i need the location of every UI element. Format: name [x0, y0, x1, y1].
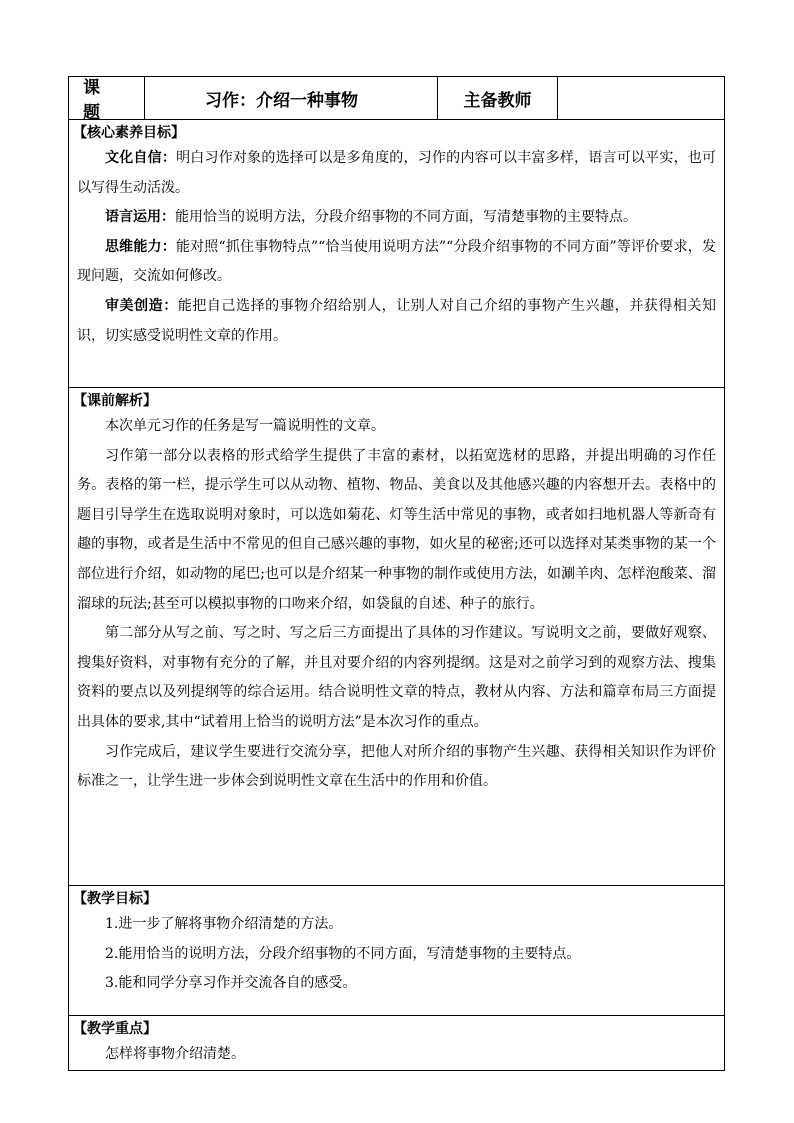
lesson-plan-table — [68, 76, 725, 1071]
key-points-heading: 【教学重点】 — [73, 1021, 157, 1037]
topic-label: 课题 — [83, 78, 116, 123]
header-row — [69, 77, 724, 123]
core-goal-text: 能把自己选择的事物介绍给别人，让别人对自己介绍的事物产生兴趣，并获得相关知识，切实感受说明性文章的作用。 — [77, 297, 717, 344]
analysis-paragraph: 习作第一部分以表格的形式给学生提供了丰富的素材，以拓宽选材的思路，并提出明确的习作任务。表格的第一栏，提示学生可以从动物、植物、物品、美食以及其他感兴趣的内容想开去。表格中的题目引导学生在选取说明对象时，可以选如菊花、灯等生活中常见的事物，或者如扫地机器人等新奇有趣的事物，或者是生活中不常见的但自己感兴趣的事物，如火星的秘密;还可以选择对某类事物的某一个部位进行介绍，如动物的尾巴;也可以是介绍某一种事物的制作或使用方法，如涮羊肉、怎样泡酸菜、溜溜球的玩法;甚至可以模拟事物的口吻来介绍，如袋鼠的自述、种子的旅行。 — [77, 447, 716, 612]
teaching-goals-heading: 【教学目标】 — [73, 891, 157, 907]
core-goal-lead: 文化自信： — [105, 150, 177, 166]
core-goal-text: 能对照“抓住事物特点”“恰当使用说明方法”“分段介绍事物的不同方面”等评价要求，发现问题，交流如何修改。 — [77, 238, 716, 285]
core-goal-item — [77, 292, 716, 351]
core-goals-section — [69, 120, 724, 388]
core-goal-item — [77, 144, 716, 203]
analysis-paragraph: 第二部分从写之前、写之时、写之后三方面提出了具体的习作建议。写说明文之前，要做好观察、搜集好资料，对事物有充分的了解，并且对要介绍的内容列提纲。这是对之前学习到的观察方法、搜集资料的要点以及列提纲等的综合运用。结合说明性文章的特点，教材从内容、方法和篇章布局三方面提出具体的要求,其中“试着用上恰当的说明方法”是本次习作的重点。 — [77, 625, 716, 730]
core-goal-item — [77, 203, 716, 233]
core-goal-text: 明白习作对象的选择可以是多角度的，习作的内容可以丰富多样，语言可以平实，也可以写得生动活泼。 — [77, 150, 717, 196]
analysis-paragraph: 习作完成后，建议学生要进行交流分享，把他人对所介绍的事物产生兴趣、获得相关知识作为评价标准之一，让学生进一步体会到说明性文章在生活中的作用和价值。 — [77, 743, 716, 790]
topic-title: 习作：介绍一种事物 — [144, 77, 437, 119]
key-points-text: 怎样将事物介绍清楚。 — [105, 1046, 245, 1062]
core-goals-heading: 【核心素养目标】 — [73, 125, 185, 141]
analysis-heading: 【课前解析】 — [73, 393, 157, 409]
teaching-goal-item: 1.进一步了解将事物介绍清楚的方法。 — [105, 916, 343, 932]
core-goal-lead: 审美创造： — [105, 297, 178, 314]
teacher-label: 主备教师 — [437, 77, 557, 119]
teaching-goals-section — [69, 886, 724, 1016]
analysis-section — [69, 388, 724, 886]
teaching-goal-item: 3.能和同学分享习作并交流各自的感受。 — [105, 975, 357, 992]
core-goal-lead: 思维能力： — [105, 238, 176, 255]
core-goal-lead: 语言运用： — [105, 209, 175, 226]
analysis-paragraph: 本次单元习作的任务是写一篇说明性的文章。 — [105, 418, 385, 434]
teacher-value — [557, 77, 724, 119]
core-goal-text: 能用恰当的说明方法，分段介绍事物的不同方面，写清楚事物的主要特点。 — [175, 209, 637, 226]
core-goal-item — [77, 233, 716, 292]
teaching-goal-item: 2.能用恰当的说明方法，分段介绍事物的不同方面，写清楚事物的主要特点。 — [105, 945, 581, 962]
key-points-section — [69, 1016, 724, 1070]
